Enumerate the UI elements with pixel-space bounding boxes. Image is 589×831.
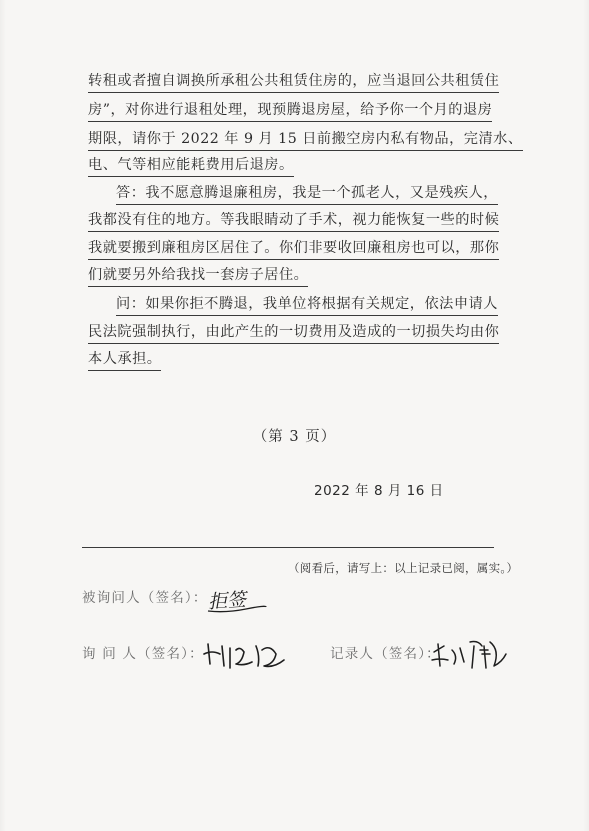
page-number: （第 3 页） [252, 429, 337, 445]
answer-line-2: 我都没有住的地方。等我眼睛动了手术，视力能恢复一些的时候 [88, 210, 499, 232]
answer-line-1: 答：我不愿意腾退廉租房，我是一个孤老人，又是残疾人， [116, 183, 498, 205]
question-line-3: 本人承担。 [88, 349, 161, 371]
question-line-1: 问：如果你拒不腾退，我单位将根据有关规定，依法申请人 [116, 294, 498, 316]
recorder-signature-label: 记录人（签名）： [330, 646, 441, 662]
question-line-2: 民法院强制执行，由此产生的一切费用及造成的一切损失均由你 [88, 322, 499, 344]
body-line-4: 电、气等相应能耗费用后退房。 [88, 155, 294, 177]
body-line-2: 房”，对你进行退租处理，现预腾退房屋，给予你一个月的退房 [88, 100, 492, 122]
body-line-1: 转租或者擅自调换所承租公共租赁住房的，应当退回公共租赁住 [88, 71, 499, 93]
divider-line [82, 547, 494, 548]
recorder-signature [430, 632, 510, 676]
inquirer-signature [200, 636, 290, 676]
review-note: （阅看后，请写上：以上记录已阅，属实。） [288, 561, 519, 575]
body-line-3: 期限，请你于 2022 年 9 月 15 日前搬空房内私有物品，完清水、 [88, 129, 523, 151]
answer-line-3: 我就要搬到廉租房区居住了。你们非要收回廉租房也可以，那你 [88, 238, 499, 260]
interviewee-signature-label: 被询问人（签名）： [82, 590, 208, 606]
answer-line-4: 们就要另外给我找一套房子居住。 [88, 265, 308, 287]
record-date: 2022 年 8 月 16 日 [314, 483, 444, 499]
inquirer-signature-label: 询 问 人（签名）： [82, 646, 204, 662]
interviewee-signature: 拒签 [207, 588, 247, 614]
signature-stroke [206, 601, 268, 615]
